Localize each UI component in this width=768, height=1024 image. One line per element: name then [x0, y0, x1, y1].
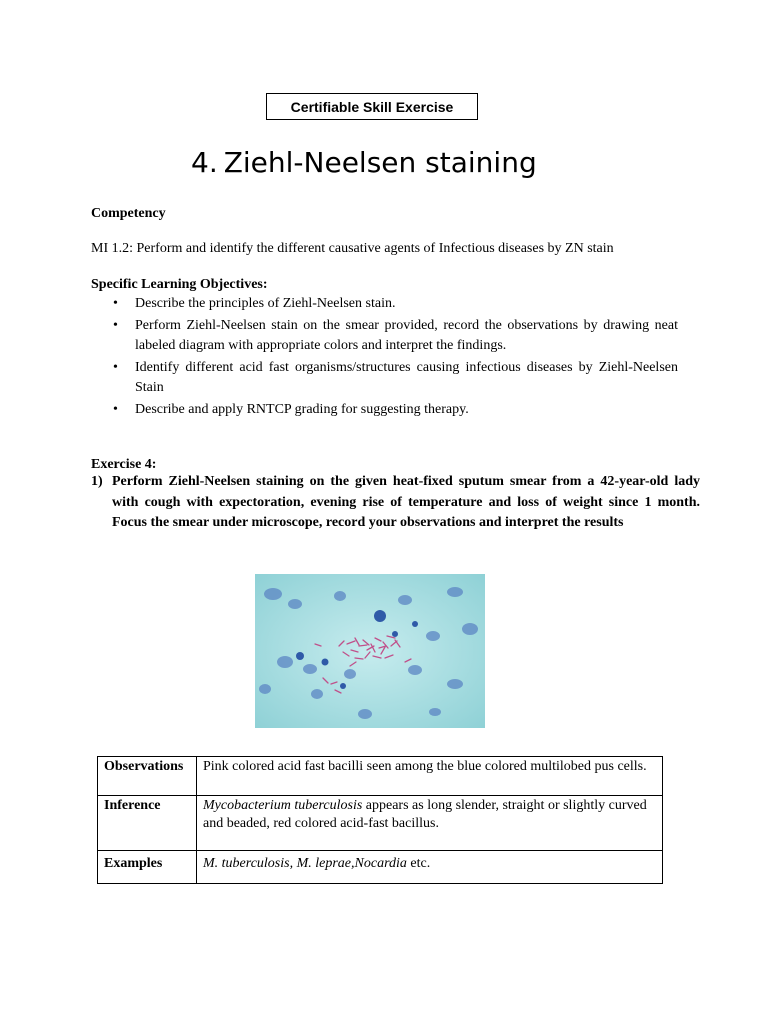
row-value: Mycobacterium tuberculosis appears as long slender, straight or slightly curved and beaded, red colored acid-fast bacillus.: [197, 796, 663, 851]
competency-text: MI 1.2: Perform and identify the different causative agents of Infectious diseases by ZN stain: [91, 241, 614, 256]
organism-name: Mycobacterium tuberculosis: [203, 798, 363, 813]
title-text: Ziehl-Neelsen staining: [223, 146, 537, 179]
exercise-text: Perform Ziehl-Neelsen staining on the given heat-fixed sputum smear from a 42-year-old lady with cough with expectoration, evening rise of temperature and loss of weight since 1 month. Focus the smear under microscope, record your observations and interpret the results: [112, 474, 700, 530]
exercise-heading: Exercise 4:: [91, 457, 157, 472]
page-title: [191, 146, 537, 179]
certifiable-skill-label: Certifiable Skill Exercise: [266, 93, 478, 120]
title-number: 4.: [191, 146, 218, 179]
list-item: • Identify different acid fast organisms/structures causing infectious diseases by Ziehl-Neelsen Stain: [113, 360, 678, 395]
exercise-question: [91, 472, 700, 534]
row-value: Pink colored acid fast bacilli seen among the blue colored multilobed pus cells.: [197, 757, 663, 796]
competency-heading: Competency: [91, 206, 166, 221]
row-value: M. tuberculosis, M. leprae,Nocardia etc.: [197, 851, 663, 884]
row-label: Inference: [98, 796, 197, 851]
list-item: • Perform Ziehl-Neelsen stain on the smear provided, record the observations by drawing neat labeled diagram with appropriate colors and interpret the findings.: [113, 318, 678, 353]
microscope-smear-image: [255, 574, 485, 728]
objectives-list: [110, 294, 678, 422]
row-label: Observations: [98, 757, 197, 796]
row-label: Examples: [98, 851, 197, 884]
table-row: [98, 851, 663, 884]
objectives-heading: Specific Learning Objectives:: [91, 277, 268, 292]
table-row: [98, 757, 663, 796]
observation-table: [97, 756, 663, 884]
table-row: [98, 796, 663, 851]
list-item: • Describe and apply RNTCP grading for suggesting therapy.: [113, 402, 469, 417]
list-item: • Describe the principles of Ziehl-Neelsen stain.: [113, 296, 396, 311]
exercise-number: 1): [91, 474, 103, 489]
organism-names: M. tuberculosis, M. leprae,Nocardia: [203, 856, 407, 871]
